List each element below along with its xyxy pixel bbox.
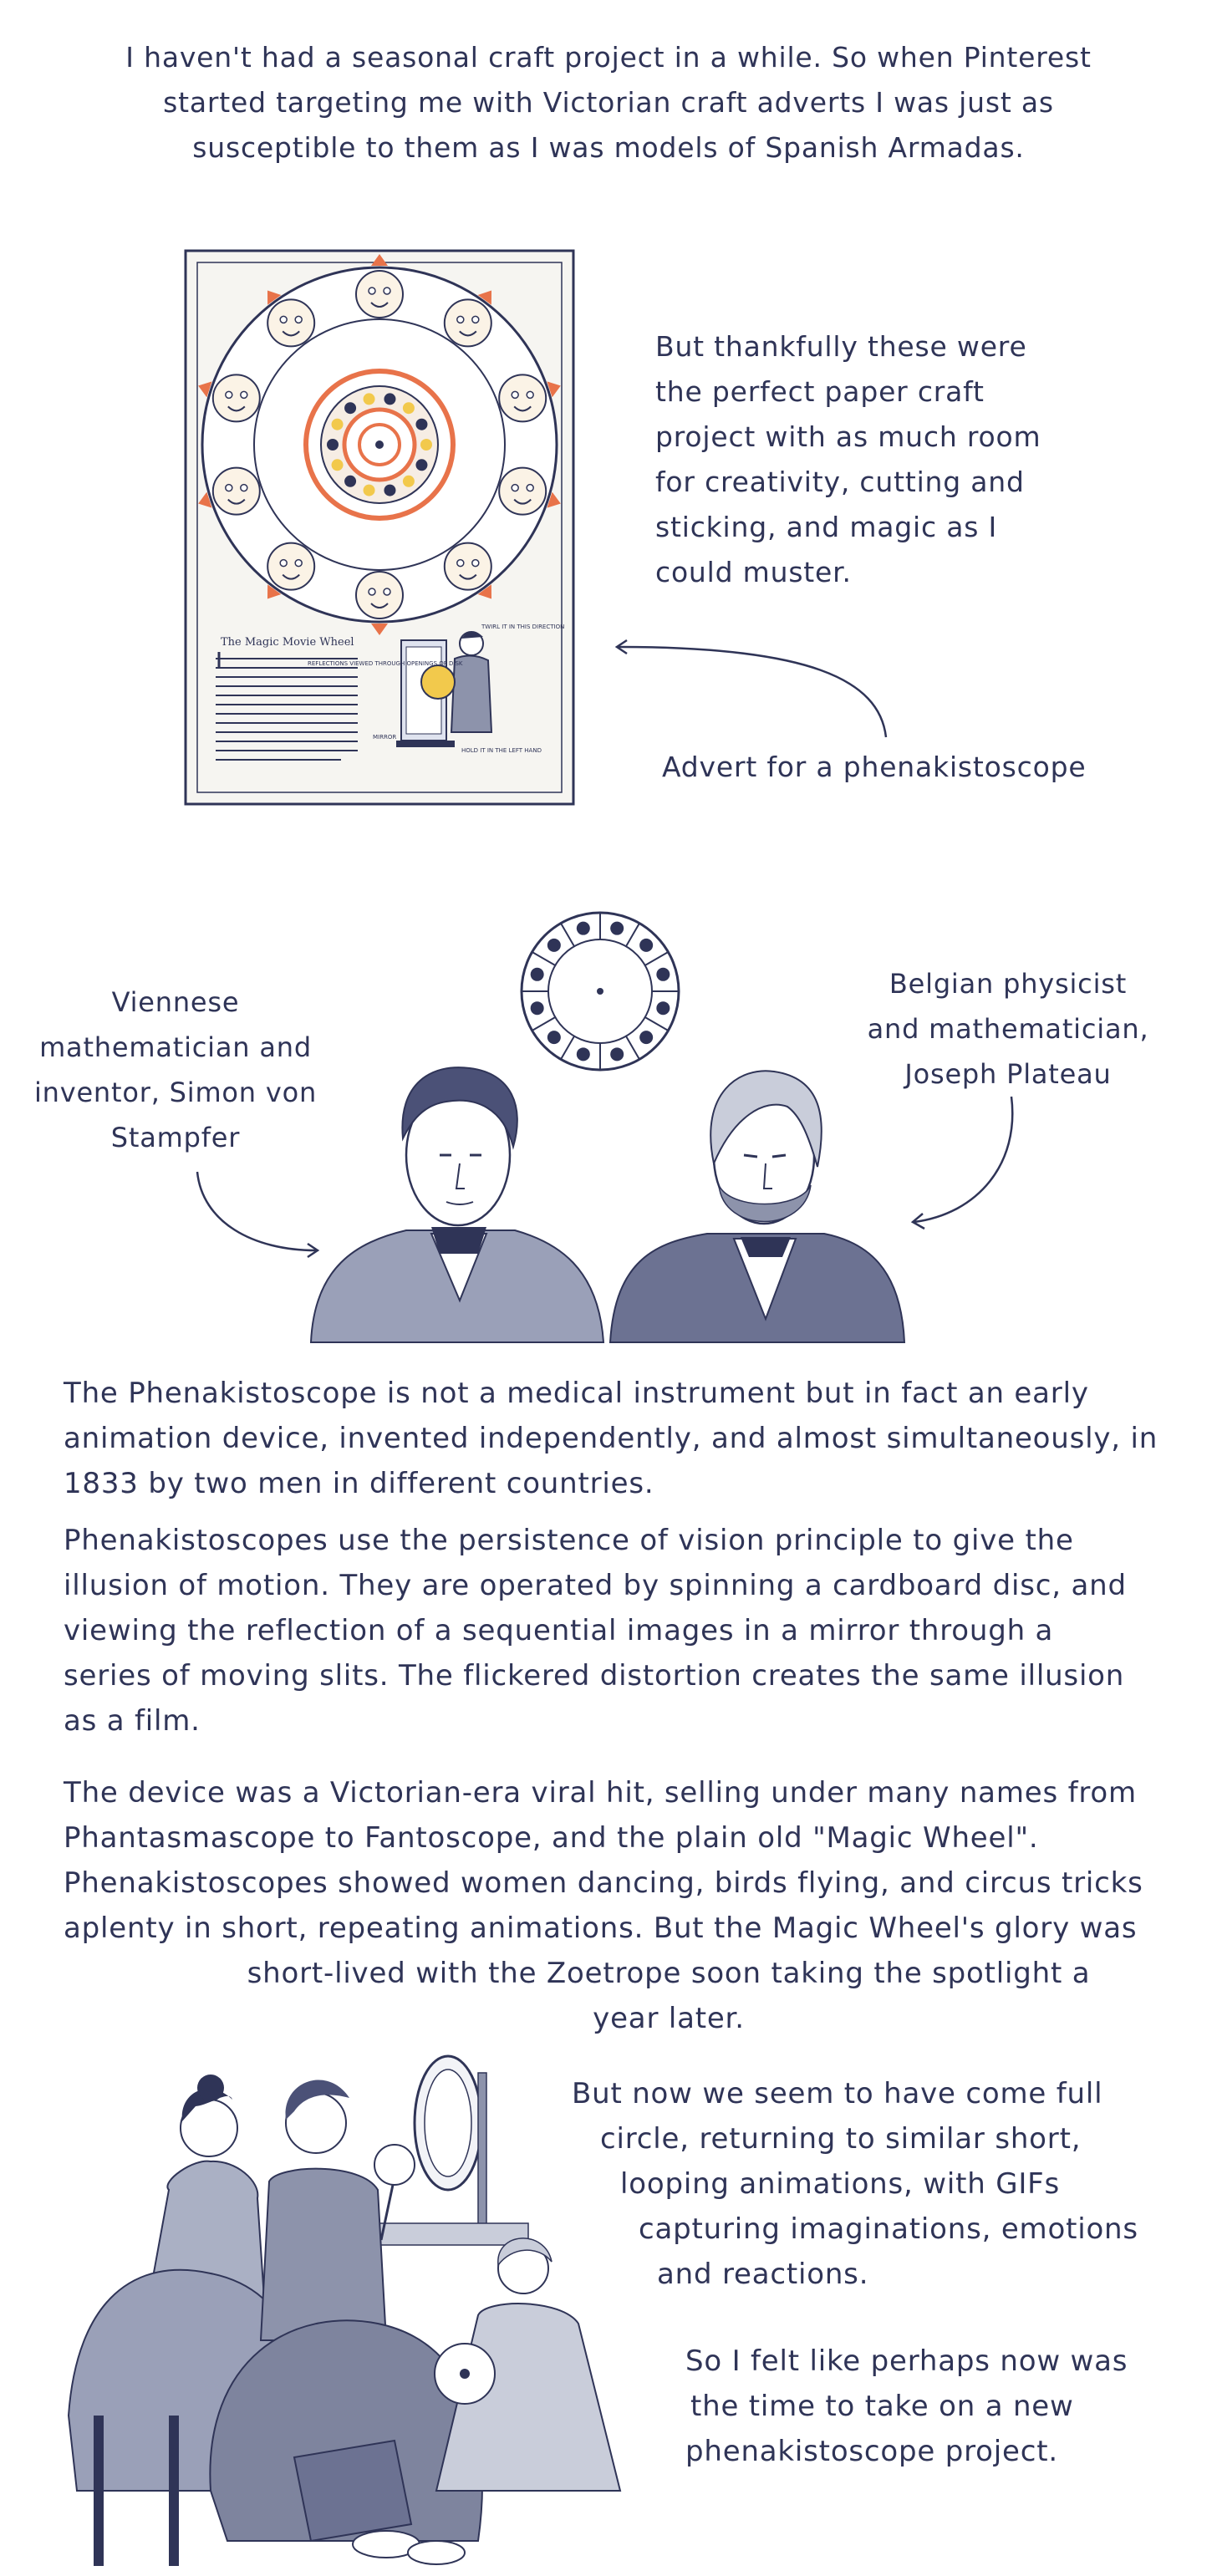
disc-figure [610, 922, 624, 935]
inventors-portrait [306, 991, 908, 1351]
wheel-dot [332, 419, 344, 430]
paragraph-line: But now we seem to have come full [572, 2077, 1103, 2110]
paragraph-line: aplenty in short, repeating animations. But the Magic Wheel's glory was [64, 1912, 1138, 1945]
advert-note: HOLD IT IN THE LEFT HAND [461, 747, 542, 754]
plateau-portrait [610, 1071, 904, 1342]
inventor-right-line: Joseph Plateau [904, 1058, 1112, 1090]
disc-figure [639, 939, 653, 952]
advert-note: REFLECTIONS VIEWED THROUGH OPENINGS OF DISK [308, 660, 463, 667]
disc-figure [531, 968, 544, 981]
wheel-dot [327, 439, 339, 451]
disc-figure [577, 922, 590, 935]
paragraph-line: short-lived with the Zoetrope soon taking the spotlight a [247, 1957, 1091, 1990]
disc-figure [547, 939, 561, 952]
wheel-dot [403, 476, 415, 487]
inventor-right-line: and mathematician, [867, 1013, 1149, 1045]
wheel-dot [332, 459, 344, 471]
wheel-dot [344, 402, 356, 414]
caption-line: the perfect paper craft [655, 375, 985, 408]
paragraph-5 [685, 2339, 1187, 2474]
intro-line: susceptible to them as I was models of Spanish Armadas. [192, 131, 1025, 164]
intro-paragraph [0, 35, 1217, 171]
paragraph-line: circle, returning to similar short, [600, 2122, 1082, 2156]
inventor-left-line: Viennese [111, 986, 240, 1018]
caption-line: could muster. [655, 556, 852, 588]
paragraph-2 [64, 1518, 1127, 1744]
intro-line: I haven't had a seasonal craft project in a while. So when Pinterest [125, 41, 1092, 74]
inventor-right-arrow [903, 1088, 1028, 1239]
intro-line: started targeting me with Victorian craft adverts I was just as [163, 86, 1054, 119]
paragraph-line: The device was a Victorian-era viral hit, selling under many names from [64, 1776, 1137, 1810]
paragraph-line: year later. [593, 2002, 745, 2035]
advert-title: The Magic Movie Wheel [221, 636, 354, 649]
wheel-dot [364, 485, 375, 496]
advert-caption [655, 324, 1041, 595]
paragraph-line: the time to take on a new [690, 2390, 1074, 2423]
paragraph-line: capturing imaginations, emotions [639, 2212, 1138, 2246]
caption-line: sticking, and magic as I [655, 511, 998, 543]
paragraph-1 [64, 1371, 1158, 1506]
wheel-dot [384, 485, 395, 496]
advert-arrow [607, 629, 899, 746]
paragraph-line: looping animations, with GIFs [620, 2167, 1061, 2201]
paragraph-3 [64, 1770, 1143, 1951]
wheel-dot [415, 419, 427, 430]
wheel-dot [403, 402, 415, 414]
caption-line: But thankfully these were [655, 330, 1027, 363]
inventor-left-label [33, 980, 318, 1160]
paragraph-line: series of moving slits. The flickered distortion creates the same illusion [64, 1659, 1125, 1693]
inventor-left-line: Stampfer [110, 1122, 241, 1153]
paragraph-line: 1833 by two men in different countries. [64, 1467, 654, 1500]
caption-line: for creativity, cutting and [655, 466, 1025, 498]
wheel-dot [364, 393, 375, 405]
stampfer-portrait [311, 1067, 603, 1342]
disc-figure [656, 968, 670, 981]
inventor-left-line: inventor, Simon von [33, 1077, 318, 1108]
advert-illustration [182, 247, 577, 807]
paragraph-line: as a film. [64, 1704, 201, 1738]
advert-note: TWIRL IT IN THIS DIRECTION [481, 624, 565, 630]
paragraph-line: phenakistoscope project. [685, 2435, 1058, 2468]
wheel-dot [384, 393, 395, 405]
wheel-dot [415, 459, 427, 471]
paragraph-line: viewing the reflection of a sequential images in a mirror through a [64, 1614, 1054, 1647]
advert-label: Advert for a phenakistoscope [662, 751, 1087, 783]
wheel-dot [420, 439, 432, 451]
paragraph-line: and reactions. [657, 2258, 869, 2291]
inventor-right-line: Belgian physicist [889, 968, 1128, 1000]
paragraph-line: illusion of motion. They are operated by spinning a cardboard disc, and [64, 1569, 1127, 1602]
paragraph-line: Phantasmascope to Fantoscope, and the plain old "Magic Wheel". [64, 1821, 1039, 1855]
advert-note: MIRROR [373, 734, 397, 741]
paragraph-line: The Phenakistoscope is not a medical instrument but in fact an early [64, 1377, 1089, 1410]
paragraph-line: So I felt like perhaps now was [685, 2344, 1128, 2378]
paragraph-line: animation device, invented independently, and almost simultaneously, in [64, 1422, 1158, 1455]
caption-line: project with as much room [655, 420, 1041, 453]
paragraph-4 [555, 2071, 1190, 2297]
paragraph-line: Phenakistoscopes showed women dancing, birds flying, and circus tricks [64, 1866, 1143, 1900]
paragraph-line: Phenakistoscopes use the persistence of vision principle to give the [64, 1524, 1074, 1557]
inventor-left-line: mathematician and [39, 1031, 312, 1063]
wheel-dot [344, 476, 356, 487]
